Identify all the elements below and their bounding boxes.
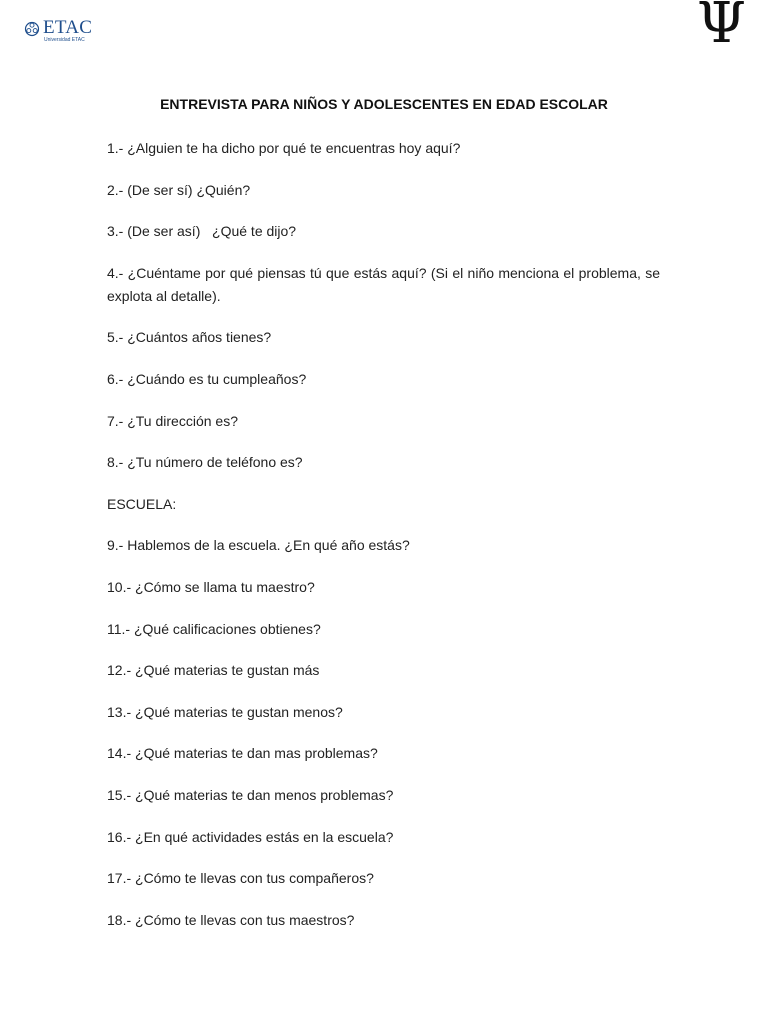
question-item: 2.- (De ser sí) ¿Quién? — [107, 181, 251, 198]
logo-text — [43, 18, 92, 43]
question-item: 11.- ¿Qué calificaciones obtienes? — [107, 620, 321, 637]
question-item: 5.- ¿Cuántos años tienes? — [107, 329, 272, 346]
question-item: 3.- (De ser así) ¿Qué te dijo? — [107, 223, 297, 240]
question-item: ESCUELA: — [107, 495, 177, 512]
question-item: 4.- ¿Cuéntame por qué piensas tú que estás aquí? (Si el niño menciona el problema, se explota al detalle). — [107, 264, 664, 304]
psi-symbol-icon: Ψ — [696, 0, 746, 56]
question-item: 13.- ¿Qué materias te gustan menos? — [107, 703, 343, 720]
question-item: 17.- ¿Cómo te llevas con tus compañeros? — [107, 870, 374, 887]
question-item: 15.- ¿Qué materias te dan menos problemas? — [107, 786, 394, 803]
question-item: 1.- ¿Alguien te ha dicho por qué te encuentras hoy aquí? — [107, 140, 461, 156]
logo-subtitle: Universidad ETAC — [44, 37, 85, 43]
question-item: 9.- Hablemos de la escuela. ¿En qué año estás? — [107, 537, 410, 554]
etac-logo — [24, 18, 92, 43]
question-item: 14.- ¿Qué materias te dan mas problemas? — [107, 745, 378, 762]
etac-emblem-icon — [24, 21, 40, 37]
question-item: 6.- ¿Cuándo es tu cumpleaños? — [107, 370, 307, 387]
document-title: ENTREVISTA PARA NIÑOS Y ADOLESCENTES EN EDAD ESCOLAR — [160, 96, 608, 112]
question-list — [107, 137, 664, 950]
question-item: 12.- ¿Qué materias te gustan más — [107, 662, 320, 679]
question-item: 16.- ¿En qué actividades estás en la escuela? — [107, 828, 394, 845]
question-item: 8.- ¿Tu número de teléfono es? — [107, 454, 303, 471]
question-item: 7.- ¿Tu dirección es? — [107, 412, 238, 429]
page-header — [0, 0, 768, 70]
question-item: 18.- ¿Cómo te llevas con tus maestros? — [107, 911, 355, 928]
logo-name: ETAC — [43, 17, 93, 38]
question-item: 10.- ¿Cómo se llama tu maestro? — [107, 578, 315, 595]
